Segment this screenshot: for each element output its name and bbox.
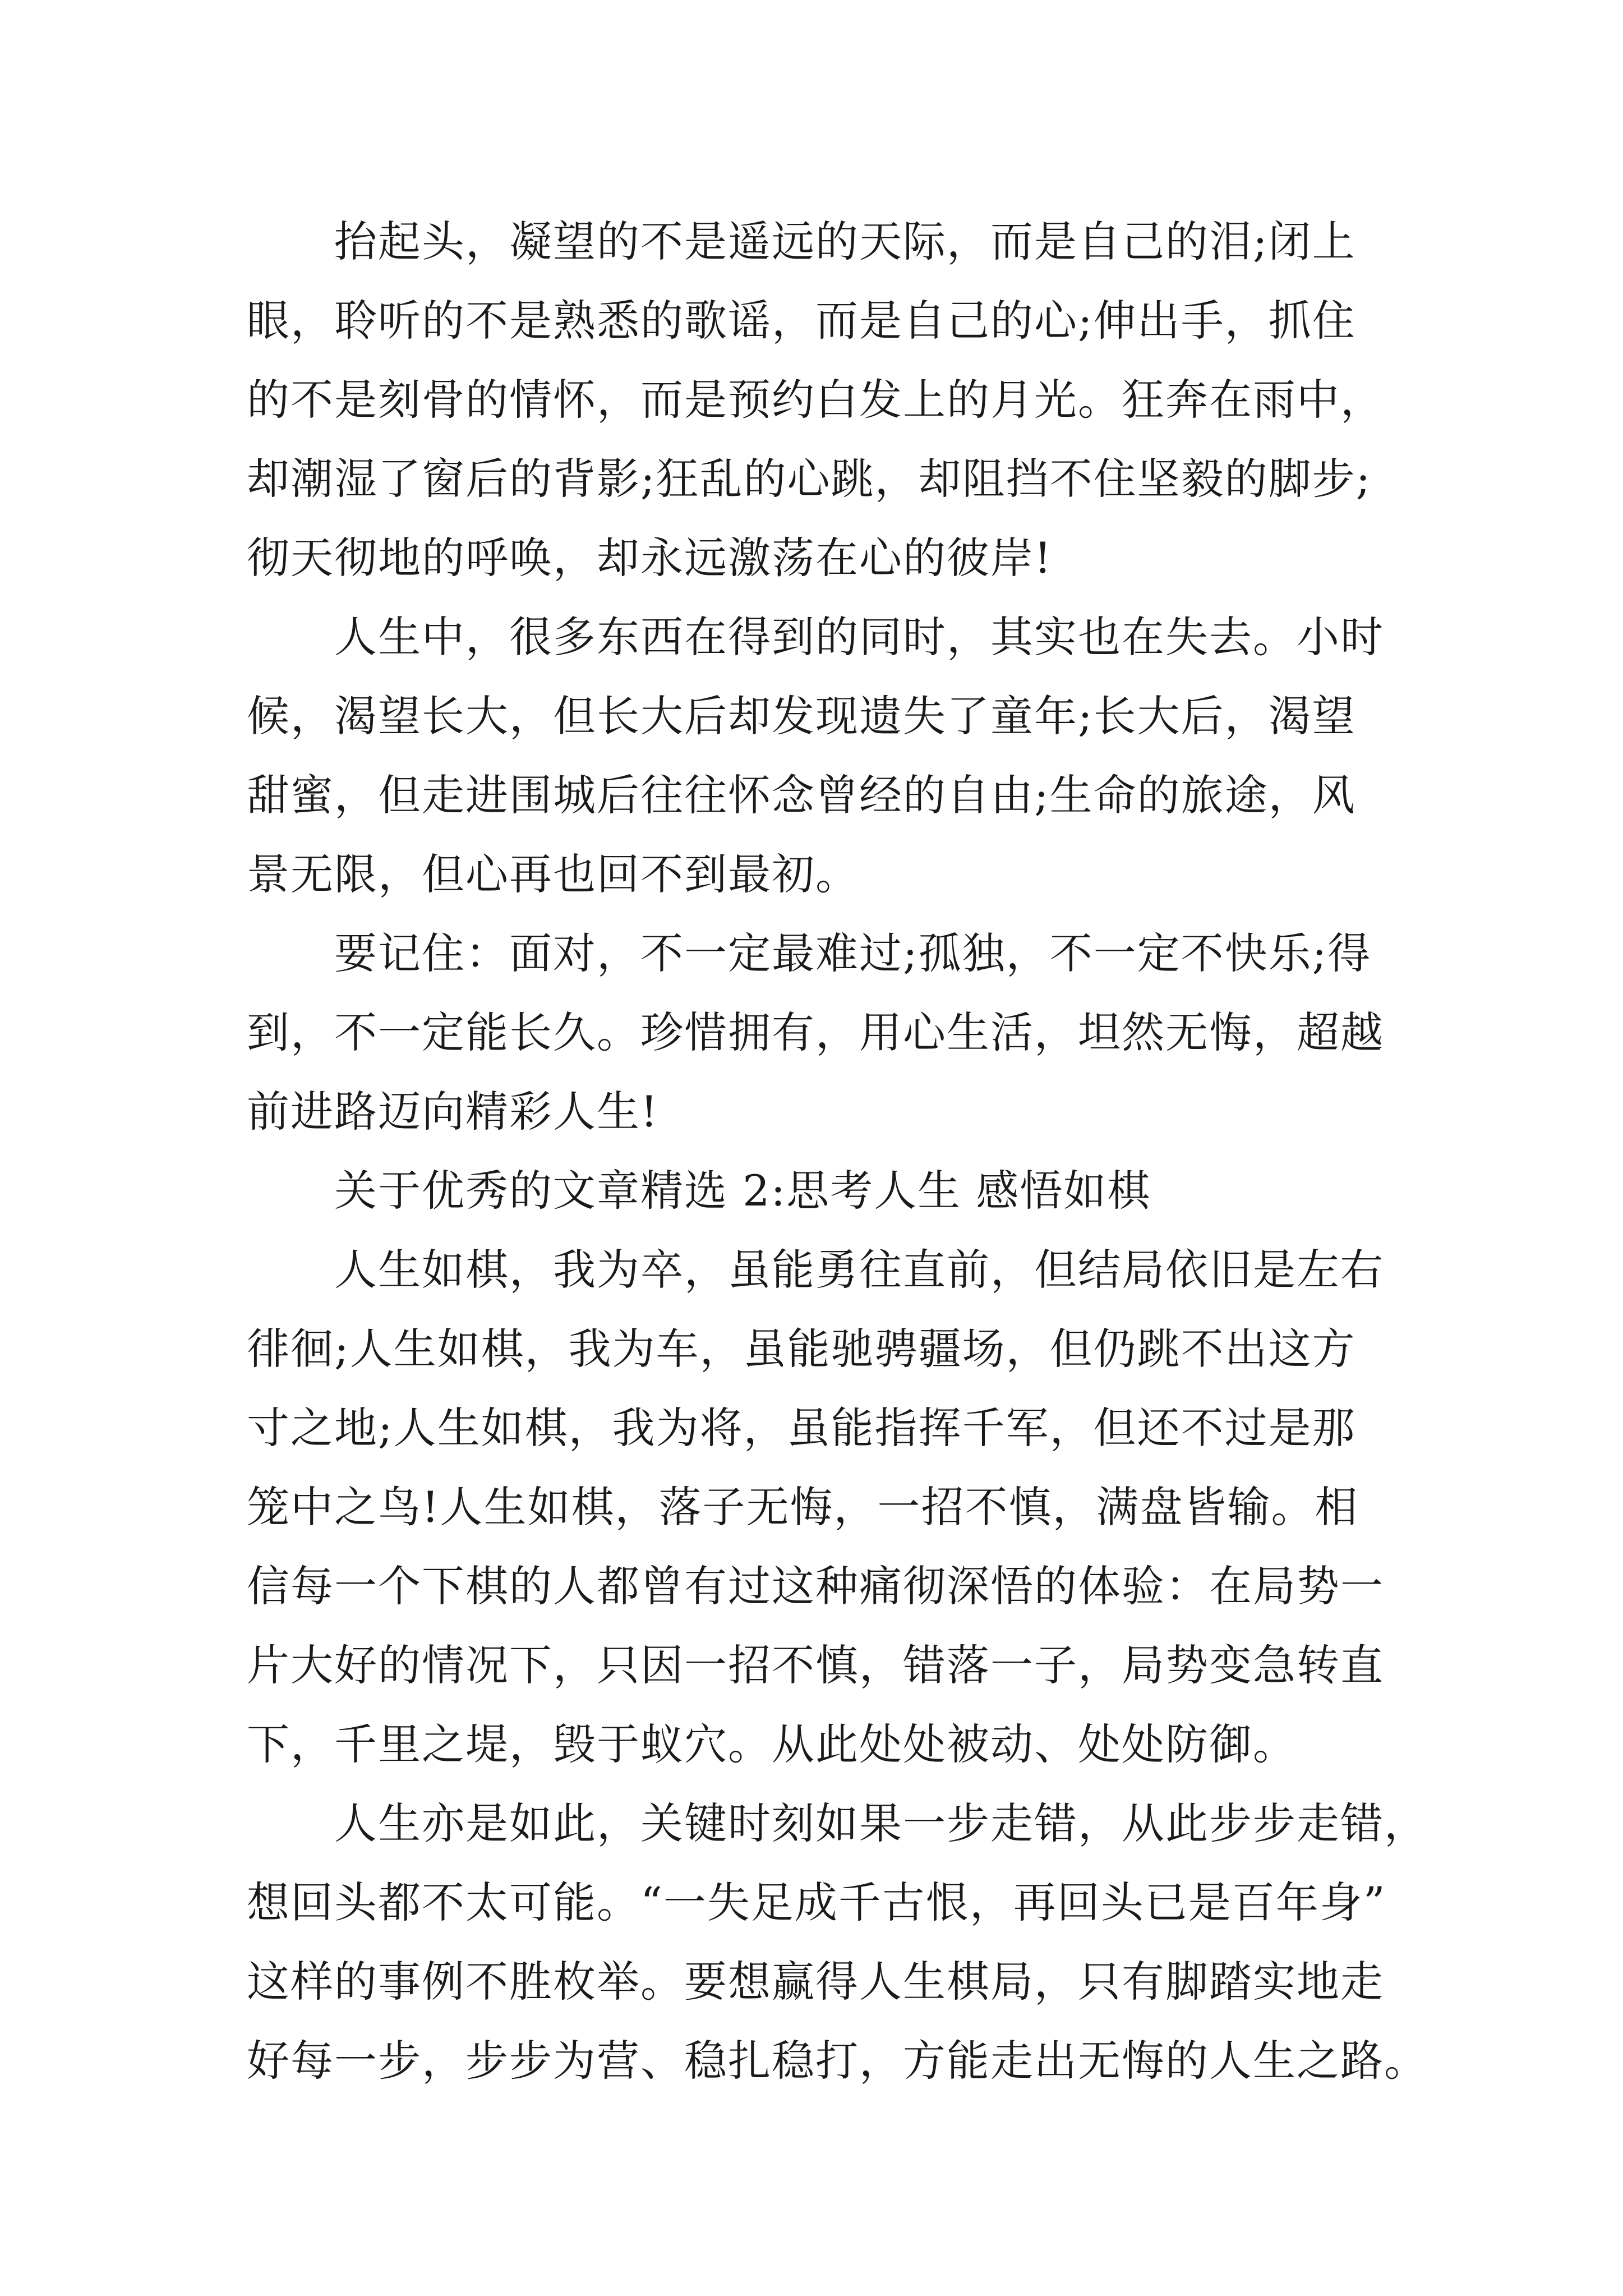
- paragraph-line: 抬起头，凝望的不是遥远的天际，而是自己的泪;闭上: [334, 217, 1356, 266]
- paragraph-line: 到，不一定能长久。珍惜拥有，用心生活，坦然无悔，超越: [247, 1007, 1384, 1057]
- paragraph-line: 片大好的情况下，只因一招不慎，错落一子，局势变急转直: [247, 1640, 1384, 1690]
- paragraph-line: 人生如棋，我为卒，虽能勇往直前，但结局依旧是左右: [334, 1245, 1384, 1295]
- document-body: [247, 202, 1428, 2100]
- paragraph-line: 候，渴望长大，但长大后却发现遗失了童年;长大后，渴望: [247, 691, 1356, 741]
- paragraph-line: 人生亦是如此，关键时刻如果一步走错，从此步步走错，: [334, 1798, 1428, 1848]
- paragraph-line: 笼中之鸟!人生如棋，落子无悔，一招不慎，满盘皆输。相: [247, 1482, 1359, 1532]
- paragraph-line: 下，千里之堤，毁于蚁穴。从此处处被动、处处防御。: [247, 1719, 1297, 1769]
- paragraph-line: 甜蜜，但走进围城后往往怀念曾经的自由;生命的旅途，风: [247, 770, 1356, 820]
- paragraph: [247, 597, 1391, 914]
- paragraph-line: 的不是刻骨的情怀，而是预约白发上的月光。狂奔在雨中，: [247, 375, 1384, 425]
- paragraph-line: 这样的事例不胜枚举。要想赢得人生棋局，只有脚踏实地走: [247, 1957, 1384, 2007]
- paragraph-line: 想回头都不太可能。“一失足成千古恨，再回头已是百年身”: [247, 1878, 1386, 1927]
- paragraph: [247, 1230, 1391, 1784]
- section-heading-text: 关于优秀的文章精选 2:思考人生 感悟如棋: [334, 1166, 1151, 1216]
- paragraph-line: 前进路迈向精彩人生!: [247, 1087, 659, 1137]
- paragraph-line: 人生中，很多东西在得到的同时，其实也在失去。小时: [334, 612, 1384, 662]
- paragraph-line: 却潮湿了窗后的背影;狂乱的心跳，却阻挡不住坚毅的脚步;: [247, 454, 1372, 504]
- paragraph: [247, 202, 1391, 597]
- paragraph-line: 彻天彻地的呼唤，却永远激荡在心的彼岸!: [247, 533, 1053, 583]
- paragraph-line: 要记住：面对，不一定最难过;孤独，不一定不快乐;得: [334, 928, 1372, 978]
- section-heading: [247, 1151, 1391, 1230]
- paragraph: [247, 1784, 1428, 2100]
- paragraph-line: 信每一个下棋的人都曾有过这种痛彻深悟的体验：在局势一: [247, 1561, 1384, 1611]
- paragraph-line: 景无限，但心再也回不到最初。: [247, 849, 859, 899]
- paragraph-line: 眼，聆听的不是熟悉的歌谣，而是自己的心;伸出手，抓住: [247, 296, 1356, 346]
- paragraph: [247, 914, 1391, 1151]
- paragraph-line: 徘徊;人生如棋，我为车，虽能驰骋疆场，但仍跳不出这方: [247, 1324, 1356, 1374]
- paragraph-line: 寸之地;人生如棋，我为将，虽能指挥千军，但还不过是那: [247, 1403, 1356, 1453]
- paragraph-line: 好每一步，步步为营、稳扎稳打，方能走出无悔的人生之路。: [247, 2036, 1428, 2086]
